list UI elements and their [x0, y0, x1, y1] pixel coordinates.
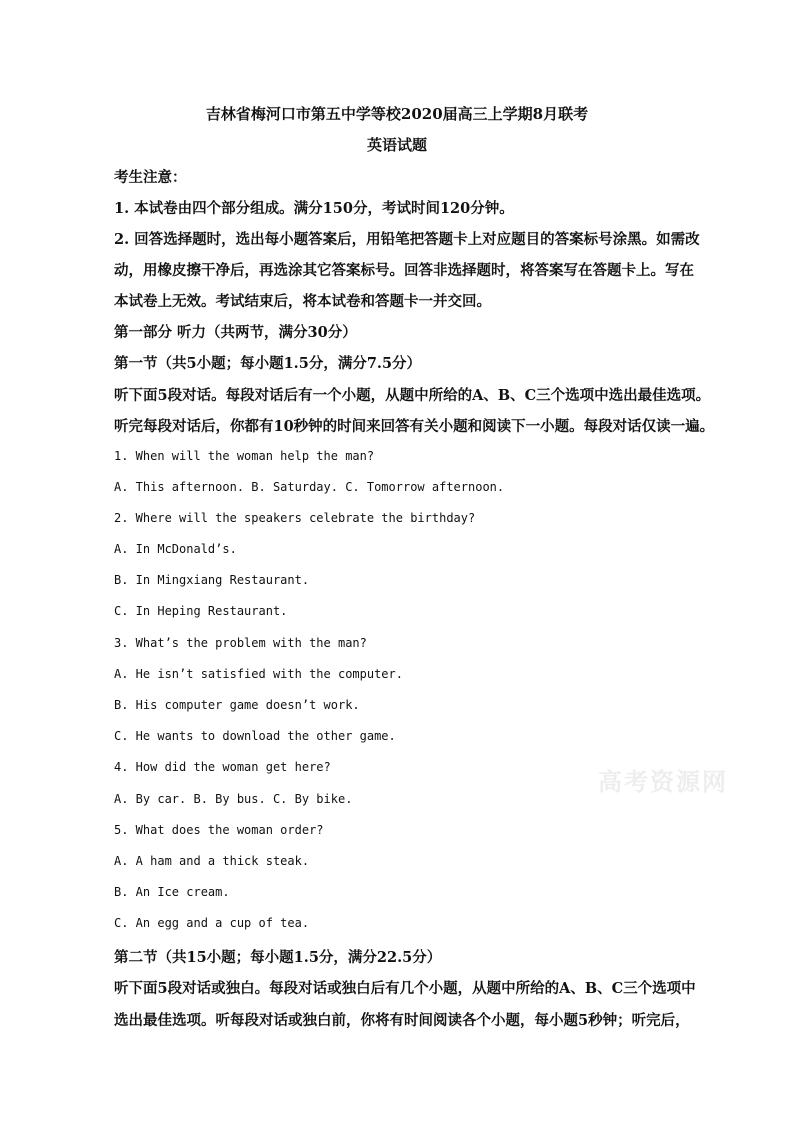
section1-intro-line-1: 听下面5段对话。每段对话后有一个小题，从题中所给的A、B、C三个选项中选出最佳选项。 [114, 387, 711, 404]
question-3-option-a: A. He isn’t satisfied with the computer. [114, 667, 403, 681]
notice-heading: 考生注意： [114, 169, 187, 186]
section1-heading: 第一节（共5小题；每小题1.5分，满分7.5分） [114, 355, 422, 372]
notice-item-2-line-2: 动，用橡皮擦干净后，再选涂其它答案标号。回答非选择题时，将答案写在答题卡上。写在 [114, 262, 694, 279]
question-4: 4. How did the woman get here? [114, 760, 331, 774]
question-3-option-b: B. His computer game doesn’t work. [114, 698, 360, 712]
question-2-option-c: C. In Heping Restaurant. [114, 604, 288, 618]
question-5-option-a: A. A ham and a thick steak. [114, 854, 310, 868]
part1-heading: 第一部分 听力（共两节，满分30分） [114, 324, 357, 341]
section2-heading: 第二节（共15小题；每小题1.5分，满分22.5分） [114, 949, 442, 966]
question-2-option-b: B. In Mingxiang Restaurant. [114, 573, 310, 587]
question-5-option-b: B. An Ice cream. [114, 885, 230, 899]
watermark: 高考资源网 [598, 767, 728, 796]
section1-intro-line-2: 听完每段对话后，你都有10秒钟的时间来回答有关小题和阅读下一小题。每段对话仅读一遍。 [114, 418, 715, 435]
question-2-option-a: A. In McDonald’s. [114, 542, 237, 556]
section2-intro-line-2: 选出最佳选项。听每段对话或独白前，你将有时间阅读各个小题，每小题5秒钟；听完后， [114, 1012, 690, 1029]
question-1-options: A. This afternoon. B. Saturday. C. Tomorrow afternoon. [114, 480, 505, 494]
question-3: 3. What’s the problem with the man? [114, 636, 367, 650]
notice-item-2-line-3: 本试卷上无效。考试结束后，将本试卷和答题卡一并交回。 [114, 293, 491, 310]
exam-subtitle: 英语试题 [366, 136, 427, 154]
exam-title: 吉林省梅河口市第五中学等校2020届高三上学期8月联考 [205, 105, 589, 123]
question-5-option-c: C. An egg and a cup of tea. [114, 916, 310, 930]
question-2: 2. Where will the speakers celebrate the birthday? [114, 511, 476, 525]
question-1: 1. When will the woman help the man? [114, 449, 375, 463]
notice-item-2-line-1: 2. 回答选择题时，选出每小题答案后，用铅笔把答题卡上对应题目的答案标号涂黑。如需改 [114, 231, 700, 248]
section2-intro-line-1: 听下面5段对话或独白。每段对话或独白后有几个小题，从题中所给的A、B、C三个选项中 [114, 980, 696, 997]
question-4-options: A. By car. B. By bus. C. By bike. [114, 792, 353, 806]
notice-item-1: 1. 本试卷由四个部分组成。满分150分，考试时间120分钟。 [114, 200, 514, 217]
question-3-option-c: C. He wants to download the other game. [114, 729, 396, 743]
question-5: 5. What does the woman order? [114, 823, 324, 837]
